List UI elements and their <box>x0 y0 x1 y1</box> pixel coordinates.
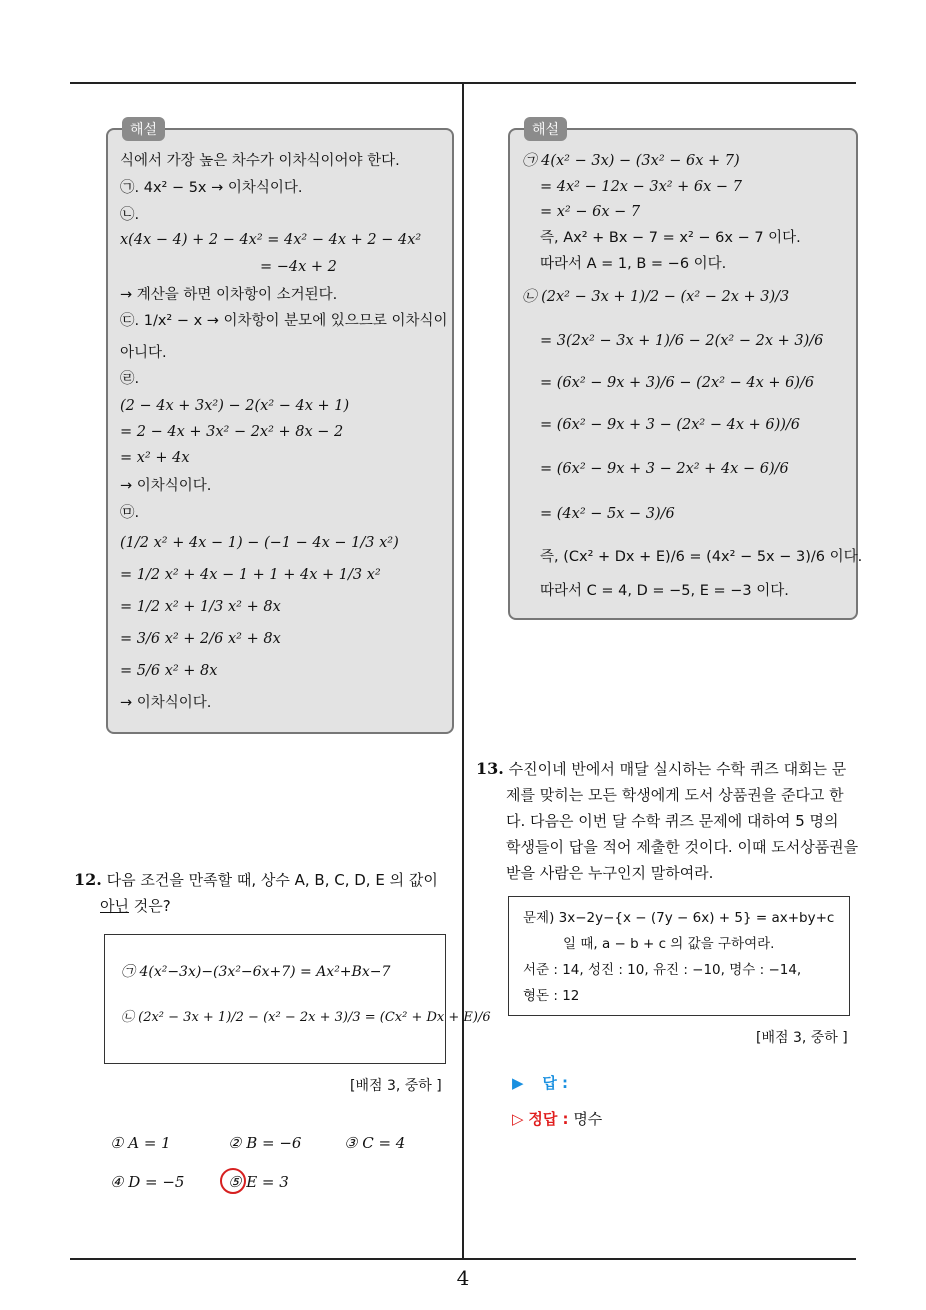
solution-line: → 계산을 하면 이차항이 소거된다. <box>120 287 338 303</box>
solution-line: → 이차식이다. <box>120 695 212 711</box>
solution-line: ㉡. <box>120 207 140 223</box>
question-text: 다음 조건을 만족할 때, 상수 A, B, C, D, E 의 값이 <box>106 871 438 889</box>
outline-arrow-icon: ▷ <box>512 1110 524 1128</box>
answer-label: 답 : <box>542 1074 569 1092</box>
solution-line: 즉, (Cx² + Dx + E)/6 = (4x² − 5x − 3)/6 이다. <box>540 549 863 565</box>
solution-line: (2 − 4x + 3x²) − 2(x² − 4x + 1) <box>120 398 350 414</box>
solution-line: = (6x² − 9x + 3 − 2x² + 4x − 6)/6 <box>540 461 789 477</box>
solution-line: = (4x² − 5x − 3)/6 <box>540 506 675 522</box>
right-solution-box <box>508 122 863 620</box>
solution-line: = 2 − 4x + 3x² − 2x² + 8x − 2 <box>120 424 344 440</box>
condition-2: ㉡ (2x² − 3x + 1)/2 − (x² − 2x + 3)/3 = (Cx² + Dx + E)/6 <box>121 1010 491 1025</box>
condition-box <box>104 934 491 1064</box>
score-label: [배점 3, 중하 ] <box>350 1078 442 1094</box>
solution-line: ㉠. 4x² − 5x → 이차식이다. <box>120 180 303 196</box>
problem-line: 서준 : 14, 성진 : 10, 유진 : −10, 명수 : −14, <box>523 962 802 978</box>
problem-box <box>508 896 850 1016</box>
solution-line: 따라서 C = 4, D = −5, E = −3 이다. <box>540 583 789 599</box>
solution-line: x(4x − 4) + 2 − 4x² = 4x² − 4x + 2 − 4x² <box>120 232 422 248</box>
choice-1[interactable]: ① A = 1 <box>110 1134 171 1152</box>
bottom-rule <box>70 1258 856 1260</box>
question-12 <box>74 867 460 919</box>
problem-line: 일 때, a − b + c 의 값을 구하여라. <box>563 936 775 952</box>
solution-line: ㉡ (2x² − 3x + 1)/2 − (x² − 2x + 3)/3 <box>522 289 790 305</box>
column-divider <box>462 84 464 1258</box>
solution-line: = x² − 6x − 7 <box>540 204 641 220</box>
solution-line: = 5/6 x² + 8x <box>120 663 218 679</box>
problem-line: 형돈 : 12 <box>523 988 580 1004</box>
choice-3[interactable]: ③ C = 4 <box>344 1134 406 1152</box>
solution-line: = 1/2 x² + 1/3 x² + 8x <box>120 599 281 615</box>
question-text: 수진이네 반에서 매달 실시하는 수학 퀴즈 대회는 문 <box>508 760 847 778</box>
solution-line: = x² + 4x <box>120 450 190 466</box>
correct-answer-row <box>512 1108 602 1129</box>
solution-line: 아니다. <box>120 345 167 361</box>
question-text: 다. 다음은 이번 달 수학 퀴즈 문제에 대하여 5 명의 <box>506 812 839 830</box>
question-text: 것은? <box>128 897 171 915</box>
choice-4[interactable]: ④ D = −5 <box>110 1173 185 1191</box>
solution-line: ㉣. <box>120 371 140 387</box>
choice-5[interactable]: ⑤ E = 3 <box>228 1173 289 1191</box>
solution-line: = (6x² − 9x + 3 − (2x² − 4x + 6))/6 <box>540 417 801 433</box>
solution-line: = 1/2 x² + 4x − 1 + 1 + 4x + 1/3 x² <box>120 567 381 583</box>
solution-line: = (6x² − 9x + 3)/6 − (2x² − 4x + 6)/6 <box>540 375 815 391</box>
problem-line: 문제) 3x−2y−{x − (7y − 6x) + 5} = ax+by+c <box>523 910 835 926</box>
choice-2[interactable]: ② B = −6 <box>228 1134 302 1152</box>
solution-line: ㉢. 1/x² − x → 이차항이 분모에 있으므로 이차식이 <box>120 313 448 329</box>
question-text: 제를 맞히는 모든 학생에게 도서 상품권을 준다고 한 <box>506 786 844 804</box>
solution-line: = 4x² − 12x − 3x² + 6x − 7 <box>540 179 742 195</box>
left-solution-box <box>106 122 454 734</box>
correct-label: 정답 : <box>528 1110 569 1128</box>
play-arrow-icon: ▶ <box>512 1074 524 1092</box>
question-text: 학생들이 답을 적어 제출한 것이다. 이때 도서상품권을 <box>506 838 859 856</box>
solution-line: ㉤. <box>120 505 140 521</box>
solution-line: ㉠ 4(x² − 3x) − (3x² − 6x + 7) <box>522 153 740 169</box>
question-number: 13. <box>476 759 504 778</box>
correct-value: 명수 <box>573 1110 603 1128</box>
answer-row <box>512 1072 568 1093</box>
question-13 <box>476 756 860 886</box>
question-underlined: 아닌 <box>100 897 129 915</box>
selected-answer-circle-icon <box>220 1168 246 1194</box>
solution-line: 따라서 A = 1, B = −6 이다. <box>540 256 727 272</box>
solution-line: → 이차식이다. <box>120 478 212 494</box>
condition-1: ㉠ 4(x²−3x)−(3x²−6x+7) = Ax²+Bx−7 <box>121 964 391 980</box>
solution-tag: 해설 <box>122 117 165 141</box>
solution-line: = 3(2x² − 3x + 1)/6 − 2(x² − 2x + 3)/6 <box>540 333 824 349</box>
page-number: 4 <box>456 1266 470 1290</box>
score-label: [배점 3, 중하 ] <box>756 1030 848 1046</box>
solution-line: 즉, Ax² + Bx − 7 = x² − 6x − 7 이다. <box>540 230 801 246</box>
solution-line: = −4x + 2 <box>260 259 337 275</box>
solution-tag: 해설 <box>524 117 567 141</box>
question-number: 12. <box>74 870 102 889</box>
solution-line: 식에서 가장 높은 차수가 이차식이어야 한다. <box>120 153 400 169</box>
solution-line: (1/2 x² + 4x − 1) − (−1 − 4x − 1/3 x²) <box>120 535 399 551</box>
solution-line: = 3/6 x² + 2/6 x² + 8x <box>120 631 281 647</box>
question-text: 받을 사람은 누구인지 말하여라. <box>506 864 714 882</box>
